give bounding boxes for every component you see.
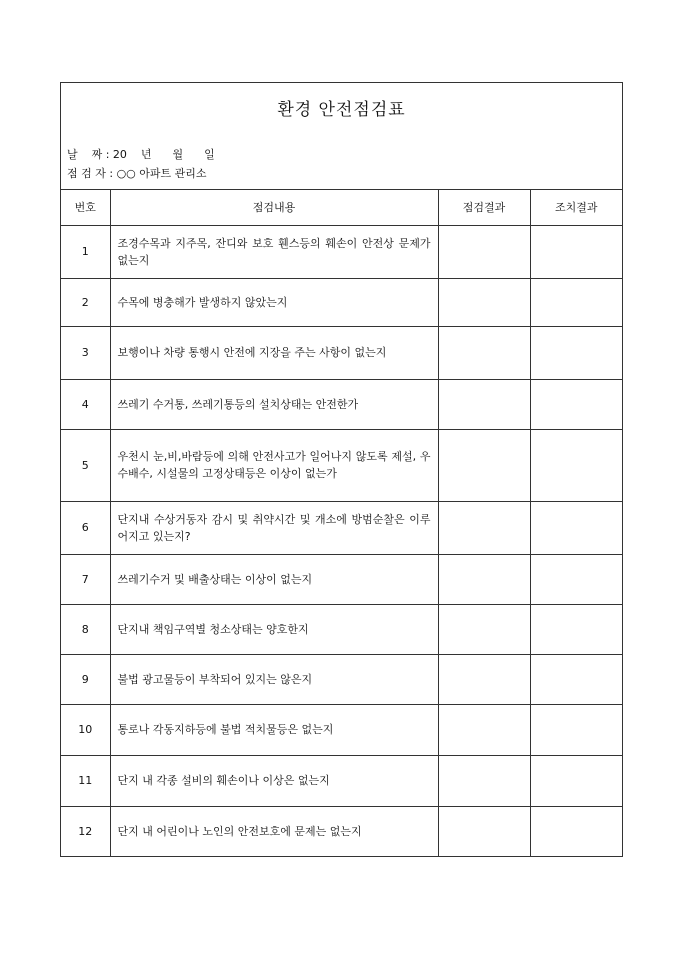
row-content: 단지 내 각종 설비의 훼손이나 이상은 없는지	[110, 755, 438, 806]
row-result-cell[interactable]	[438, 429, 530, 501]
row-content: 통로나 각동지하등에 불법 적치물등은 없는지	[110, 704, 438, 755]
row-result-cell[interactable]	[438, 278, 530, 326]
table-row	[61, 704, 622, 755]
inspection-form	[60, 82, 623, 857]
row-action-cell[interactable]	[530, 379, 622, 429]
row-content: 단지내 책임구역별 청소상태는 양호한지	[110, 604, 438, 654]
row-number: 2	[61, 278, 110, 326]
row-content: 쓰레기 수거통, 쓰레기통등의 설치상태는 안전한가	[110, 379, 438, 429]
checklist-table	[61, 190, 622, 856]
row-action-cell[interactable]	[530, 554, 622, 604]
row-result-cell[interactable]	[438, 225, 530, 278]
table-row	[61, 379, 622, 429]
row-result-cell[interactable]	[438, 326, 530, 379]
row-number: 3	[61, 326, 110, 379]
table-row	[61, 604, 622, 654]
row-content: 단지내 수상거동자 감시 및 취약시간 및 개소에 방범순찰은 이루어지고 있는지?	[110, 501, 438, 554]
header-content: 점검내용	[110, 190, 438, 225]
row-action-cell[interactable]	[530, 654, 622, 704]
inspector-line: 점 검 자 : ○○ 아파트 관리소	[67, 167, 207, 180]
row-result-cell[interactable]	[438, 379, 530, 429]
row-number: 12	[61, 806, 110, 856]
row-number: 10	[61, 704, 110, 755]
row-action-cell[interactable]	[530, 604, 622, 654]
row-action-cell[interactable]	[530, 278, 622, 326]
row-result-cell[interactable]	[438, 501, 530, 554]
row-action-cell[interactable]	[530, 704, 622, 755]
row-content: 단지 내 어린이나 노인의 안전보호에 문제는 없는지	[110, 806, 438, 856]
date-line: 날 짜 : 20 년 월 일	[67, 148, 215, 161]
row-content: 보행이나 차량 통행시 안전에 지장을 주는 사항이 없는지	[110, 326, 438, 379]
row-result-cell[interactable]	[438, 604, 530, 654]
row-content: 조경수목과 지주목, 잔디와 보호 휀스등의 훼손이 안전상 문제가 없는지	[110, 225, 438, 278]
row-result-cell[interactable]	[438, 554, 530, 604]
row-result-cell[interactable]	[438, 704, 530, 755]
header-result: 점검결과	[438, 190, 530, 225]
form-header	[61, 83, 622, 190]
row-action-cell[interactable]	[530, 755, 622, 806]
row-number: 1	[61, 225, 110, 278]
row-action-cell[interactable]	[530, 326, 622, 379]
row-result-cell[interactable]	[438, 654, 530, 704]
row-action-cell[interactable]	[530, 501, 622, 554]
row-content: 쓰레기수거 및 배출상태는 이상이 없는지	[110, 554, 438, 604]
header-action: 조치결과	[530, 190, 622, 225]
row-content: 수목에 병충해가 발생하지 않았는지	[110, 278, 438, 326]
row-content: 불법 광고물등이 부착되어 있지는 않은지	[110, 654, 438, 704]
row-action-cell[interactable]	[530, 429, 622, 501]
table-row	[61, 278, 622, 326]
row-number: 11	[61, 755, 110, 806]
row-number: 6	[61, 501, 110, 554]
row-number: 4	[61, 379, 110, 429]
table-header-row	[61, 190, 622, 225]
row-number: 8	[61, 604, 110, 654]
row-action-cell[interactable]	[530, 806, 622, 856]
table-row	[61, 326, 622, 379]
header-number: 번호	[74, 200, 96, 214]
table-row	[61, 225, 622, 278]
form-title: 환경 안전점검표	[277, 100, 406, 120]
row-number: 7	[61, 554, 110, 604]
table-row	[61, 554, 622, 604]
table-row	[61, 429, 622, 501]
table-row	[61, 755, 622, 806]
row-result-cell[interactable]	[438, 806, 530, 856]
table-row	[61, 806, 622, 856]
row-number: 5	[61, 429, 110, 501]
row-number: 9	[61, 654, 110, 704]
row-result-cell[interactable]	[438, 755, 530, 806]
table-row	[61, 654, 622, 704]
row-content: 우천시 눈,비,바람등에 의해 안전사고가 일어나지 않도록 제설, 우수배수, 시설물의 고정상태등은 이상이 없는가	[110, 429, 438, 501]
table-row	[61, 501, 622, 554]
row-action-cell[interactable]	[530, 225, 622, 278]
